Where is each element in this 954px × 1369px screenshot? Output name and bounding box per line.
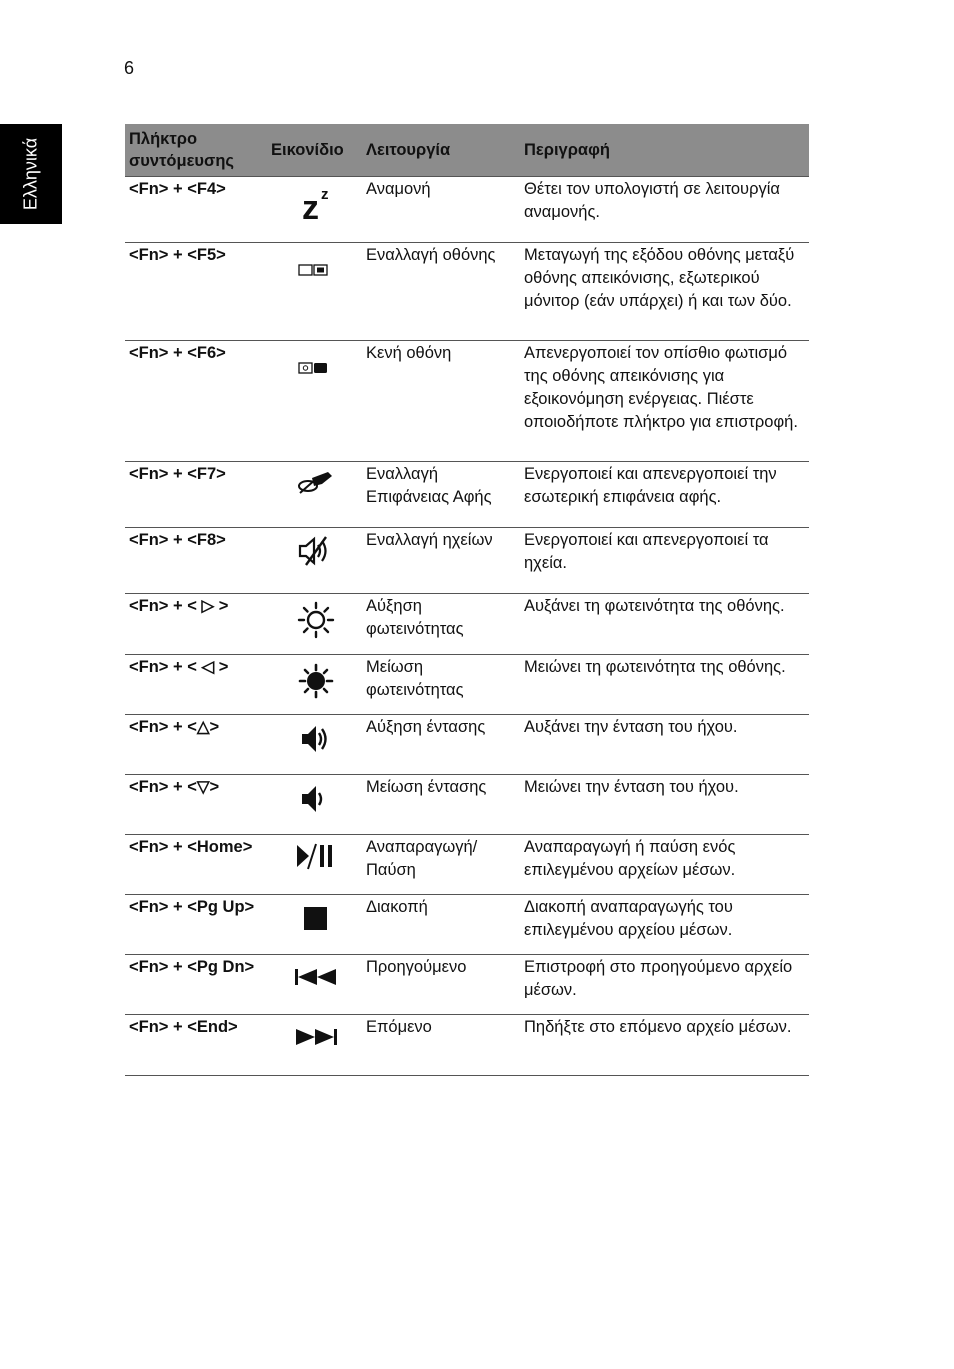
table-row bbox=[125, 774, 809, 834]
description-cell: Απενεργοποιεί τον οπίσθιο φωτισμό της οθόνης απεικόνισης για εξοικονόμηση ενέργειας. Πιέστε οποιοδήποτε πλήκτρο για επιστροφή. bbox=[524, 343, 798, 431]
svg-text:z: z bbox=[301, 188, 319, 223]
header-icon: Εικονίδιο bbox=[271, 140, 344, 159]
hotkey-cell: <Fn> + <▽> bbox=[129, 777, 220, 796]
description-cell: Διακοπή αναπαραγωγής του επιλεγμένου αρχείου μέσων. bbox=[524, 897, 733, 939]
brightness-down-icon bbox=[296, 661, 336, 701]
hotkey-cell: <Fn> + < ◁ > bbox=[129, 657, 229, 676]
header-description: Περιγραφή bbox=[524, 140, 610, 159]
brightness-up-icon bbox=[296, 600, 336, 640]
touchpad-toggle-icon bbox=[296, 468, 336, 498]
icon-cell bbox=[269, 774, 362, 834]
table-row bbox=[125, 527, 809, 593]
hotkey-cell: <Fn> + <F4> bbox=[129, 179, 226, 198]
language-tab bbox=[0, 124, 62, 224]
table-row bbox=[125, 176, 809, 242]
icon-cell bbox=[269, 834, 362, 894]
icon-cell bbox=[269, 176, 362, 242]
description-cell: Μειώνει τη φωτεινότητα της οθόνης. bbox=[524, 657, 786, 676]
function-cell: Κενή οθόνη bbox=[366, 343, 452, 362]
icon-cell bbox=[269, 654, 362, 714]
table-row bbox=[125, 894, 809, 954]
play-pause-icon bbox=[294, 841, 338, 871]
hotkey-cell: <Fn> + <F5> bbox=[129, 245, 226, 264]
table-header-row bbox=[125, 124, 809, 176]
description-cell: Ενεργοποιεί και απενεργοποιεί τα ηχεία. bbox=[524, 530, 769, 572]
speaker-toggle-icon bbox=[296, 534, 336, 568]
icon-cell bbox=[269, 894, 362, 954]
function-cell: Μείωση φωτεινότητας bbox=[366, 657, 464, 699]
language-tab-label: Ελληνικά bbox=[20, 137, 41, 211]
volume-up-icon bbox=[296, 721, 336, 757]
table-row bbox=[125, 954, 809, 1014]
volume-down-icon bbox=[296, 781, 336, 817]
icon-cell bbox=[269, 954, 362, 1014]
function-cell: Μείωση έντασης bbox=[366, 777, 487, 796]
description-cell: Πηδήξτε στο επόμενο αρχείο μέσων. bbox=[524, 1017, 792, 1036]
screen-blank-icon bbox=[298, 361, 334, 375]
description-cell: Μεταγωγή της εξόδου οθόνης μεταξύ οθόνης απεικόνισης, εξωτερικού μόνιτορ (εάν υπάρχει) ή και των δύο. bbox=[524, 245, 795, 310]
function-cell: Εναλλαγή οθόνης bbox=[366, 245, 496, 264]
display-toggle-icon bbox=[298, 263, 334, 277]
hotkey-table bbox=[125, 124, 809, 1076]
description-cell: Αυξάνει τη φωτεινότητα της οθόνης. bbox=[524, 596, 785, 615]
function-cell: Επόμενο bbox=[366, 1017, 432, 1036]
icon-cell bbox=[269, 340, 362, 461]
description-cell: Ενεργοποιεί και απενεργοποιεί την εσωτερική επιφάνεια αφής. bbox=[524, 464, 777, 506]
function-cell: Αναμονή bbox=[366, 179, 431, 198]
stop-icon bbox=[301, 901, 331, 931]
table-row bbox=[125, 242, 809, 340]
table-row bbox=[125, 461, 809, 527]
function-cell: Εναλλαγή ηχείων bbox=[366, 530, 493, 549]
hotkey-cell: <Fn> + <Pg Dn> bbox=[129, 957, 255, 976]
description-cell: Μειώνει την ένταση του ήχου. bbox=[524, 777, 739, 796]
svg-text:z: z bbox=[320, 185, 328, 203]
table-row bbox=[125, 834, 809, 894]
previous-track-icon bbox=[293, 961, 339, 991]
description-cell: Αυξάνει την ένταση του ήχου. bbox=[524, 717, 738, 736]
table-row bbox=[125, 714, 809, 774]
icon-cell bbox=[269, 714, 362, 774]
hotkey-cell: <Fn> + <Home> bbox=[129, 837, 253, 856]
icon-cell bbox=[269, 242, 362, 340]
sleep-icon bbox=[298, 183, 334, 223]
hotkey-cell: <Fn> + <End> bbox=[129, 1017, 238, 1036]
hotkey-cell: <Fn> + <F7> bbox=[129, 464, 226, 483]
icon-cell bbox=[269, 1014, 362, 1075]
hotkey-cell: <Fn> + <F6> bbox=[129, 343, 226, 362]
icon-cell bbox=[269, 461, 362, 527]
page-number: 6 bbox=[124, 58, 135, 78]
function-cell: Διακοπή bbox=[366, 897, 428, 916]
hotkey-cell: <Fn> + < ▷ > bbox=[129, 596, 229, 615]
function-cell: Αύξηση φωτεινότητας bbox=[366, 596, 464, 638]
icon-cell bbox=[269, 593, 362, 654]
next-track-icon bbox=[293, 1021, 339, 1051]
function-cell: Προηγούμενο bbox=[366, 957, 467, 976]
hotkey-cell: <Fn> + <Pg Up> bbox=[129, 897, 255, 916]
table-row bbox=[125, 593, 809, 654]
hotkey-cell: <Fn> + <△> bbox=[129, 717, 220, 736]
description-cell: Θέτει τον υπολογιστή σε λειτουργία αναμονής. bbox=[524, 179, 780, 221]
function-cell: Εναλλαγή Επιφάνειας Αφής bbox=[366, 464, 492, 506]
table-row bbox=[125, 654, 809, 714]
table-row bbox=[125, 1014, 809, 1075]
icon-cell bbox=[269, 527, 362, 593]
header-function: Λειτουργία bbox=[366, 140, 451, 159]
description-cell: Επιστροφή στο προηγούμενο αρχείο μέσων. bbox=[524, 957, 793, 999]
header-key: Πλήκτρο συντόμευσης bbox=[129, 129, 234, 170]
hotkey-cell: <Fn> + <F8> bbox=[129, 530, 226, 549]
function-cell: Αναπαραγωγή/ Παύση bbox=[366, 837, 478, 879]
description-cell: Αναπαραγωγή ή παύση ενός επιλεγμένου αρχείων μέσων. bbox=[524, 837, 736, 879]
function-cell: Αύξηση έντασης bbox=[366, 717, 486, 736]
table-row bbox=[125, 340, 809, 461]
